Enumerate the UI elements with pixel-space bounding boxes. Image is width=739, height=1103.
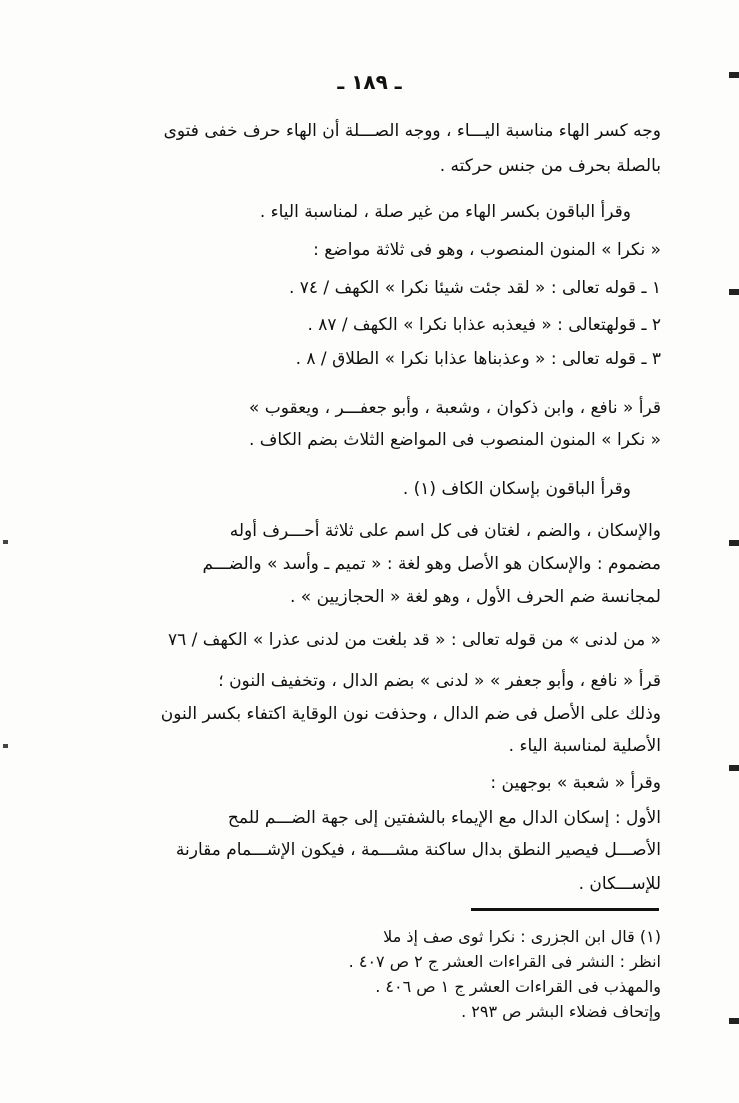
scan-mark — [729, 1018, 739, 1024]
text-line: وجه كسر الهاء مناسبة اليـــاء ، ووجه الصـــلة أن الهاء حرف خفى فتوى — [163, 121, 661, 141]
text-line: الأصلية لمناسبة الياء . — [508, 736, 661, 756]
text-line: للإســـكان . — [578, 874, 661, 894]
text-line: الأول : إسكان الدال مع الإيماء بالشفتين إلى جهة الضـــم للمح — [227, 808, 661, 828]
text-line: وقرأ الباقون بكسر الهاء من غير صلة ، لمناسبة الياء . — [259, 202, 631, 222]
scan-mark — [729, 289, 739, 295]
text-line: قرأ « نافع ، وأبو جعفر » « لدنى » بضم الدال ، وتخفيف النون ؛ — [218, 671, 661, 691]
text-line: والإسكان ، والضم ، لغتان فى كل اسم على ثلاثة أحـــرف أوله — [229, 521, 661, 541]
scan-speck — [3, 540, 8, 544]
text-line: وقرأ الباقون بإسكان الكاف (١) . — [402, 479, 631, 499]
page-number: ـ ١٨٩ ـ — [337, 70, 402, 94]
text-line: ٣ ـ قوله تعالى : « وعذبناها عذابا نكرا » الطلاق / ٨ . — [295, 349, 661, 369]
footnote-line: والمهذب فى القراءات العشر ج ١ ص ٤٠٦ . — [375, 977, 661, 996]
text-line: قرأ « نافع ، وابن ذكوان ، وشعبة ، وأبو جعفـــر ، ويعقوب » — [248, 398, 661, 418]
text-line: مضموم : والإسكان هو الأصل وهو لغة : « تميم ـ وأسد » والضـــم — [202, 554, 661, 574]
text-line: « نكرا » المنون المنصوب ، وهو فى ثلاثة مواضع : — [313, 240, 661, 260]
text-line: ١ ـ قوله تعالى : « لقد جئت شيئا نكرا » الكهف / ٧٤ . — [288, 278, 661, 298]
scan-mark — [729, 72, 739, 78]
scan-speck — [3, 744, 8, 748]
footnote-line: انظر : النشر فى القراءات العشر ج ٢ ص ٤٠٧ . — [348, 952, 661, 971]
footnote-line: (١) قال ابن الجزرى : نكرا ثوى صف إذ ملا — [383, 927, 661, 946]
text-line: بالصلة بحرف من جنس حركته . — [439, 156, 661, 176]
text-line: لمجانسة ضم الحرف الأول ، وهو لغة « الحجازيين » . — [289, 587, 661, 607]
footnote-separator — [471, 908, 659, 911]
footnote-line: وإتحاف فضلاء البشر ص ٢٩٣ . — [461, 1002, 661, 1021]
scan-mark — [729, 540, 739, 546]
scan-mark — [729, 765, 739, 771]
text-line: وذلك على الأصل فى ضم الدال ، وحذفت نون الوقاية اكتفاء بكسر النون — [160, 704, 661, 724]
text-line: وقرأ « شعبة » بوجهين : — [490, 773, 661, 793]
text-line: « نكرا » المنون المنصوب فى المواضع الثلاث بضم الكاف . — [248, 430, 661, 450]
text-line: « من لدنى » من قوله تعالى : « قد بلغت من لدنى عذرا » الكهف / ٧٦ — [167, 630, 661, 650]
text-line: ٢ ـ قولهتعالى : « فيعذبه عذابا نكرا » الكهف / ٨٧ . — [307, 315, 661, 335]
text-line: الأصـــل فيصير النطق بدال ساكنة مشـــمة ، فيكون الإشـــمام مقارنة — [175, 840, 661, 860]
